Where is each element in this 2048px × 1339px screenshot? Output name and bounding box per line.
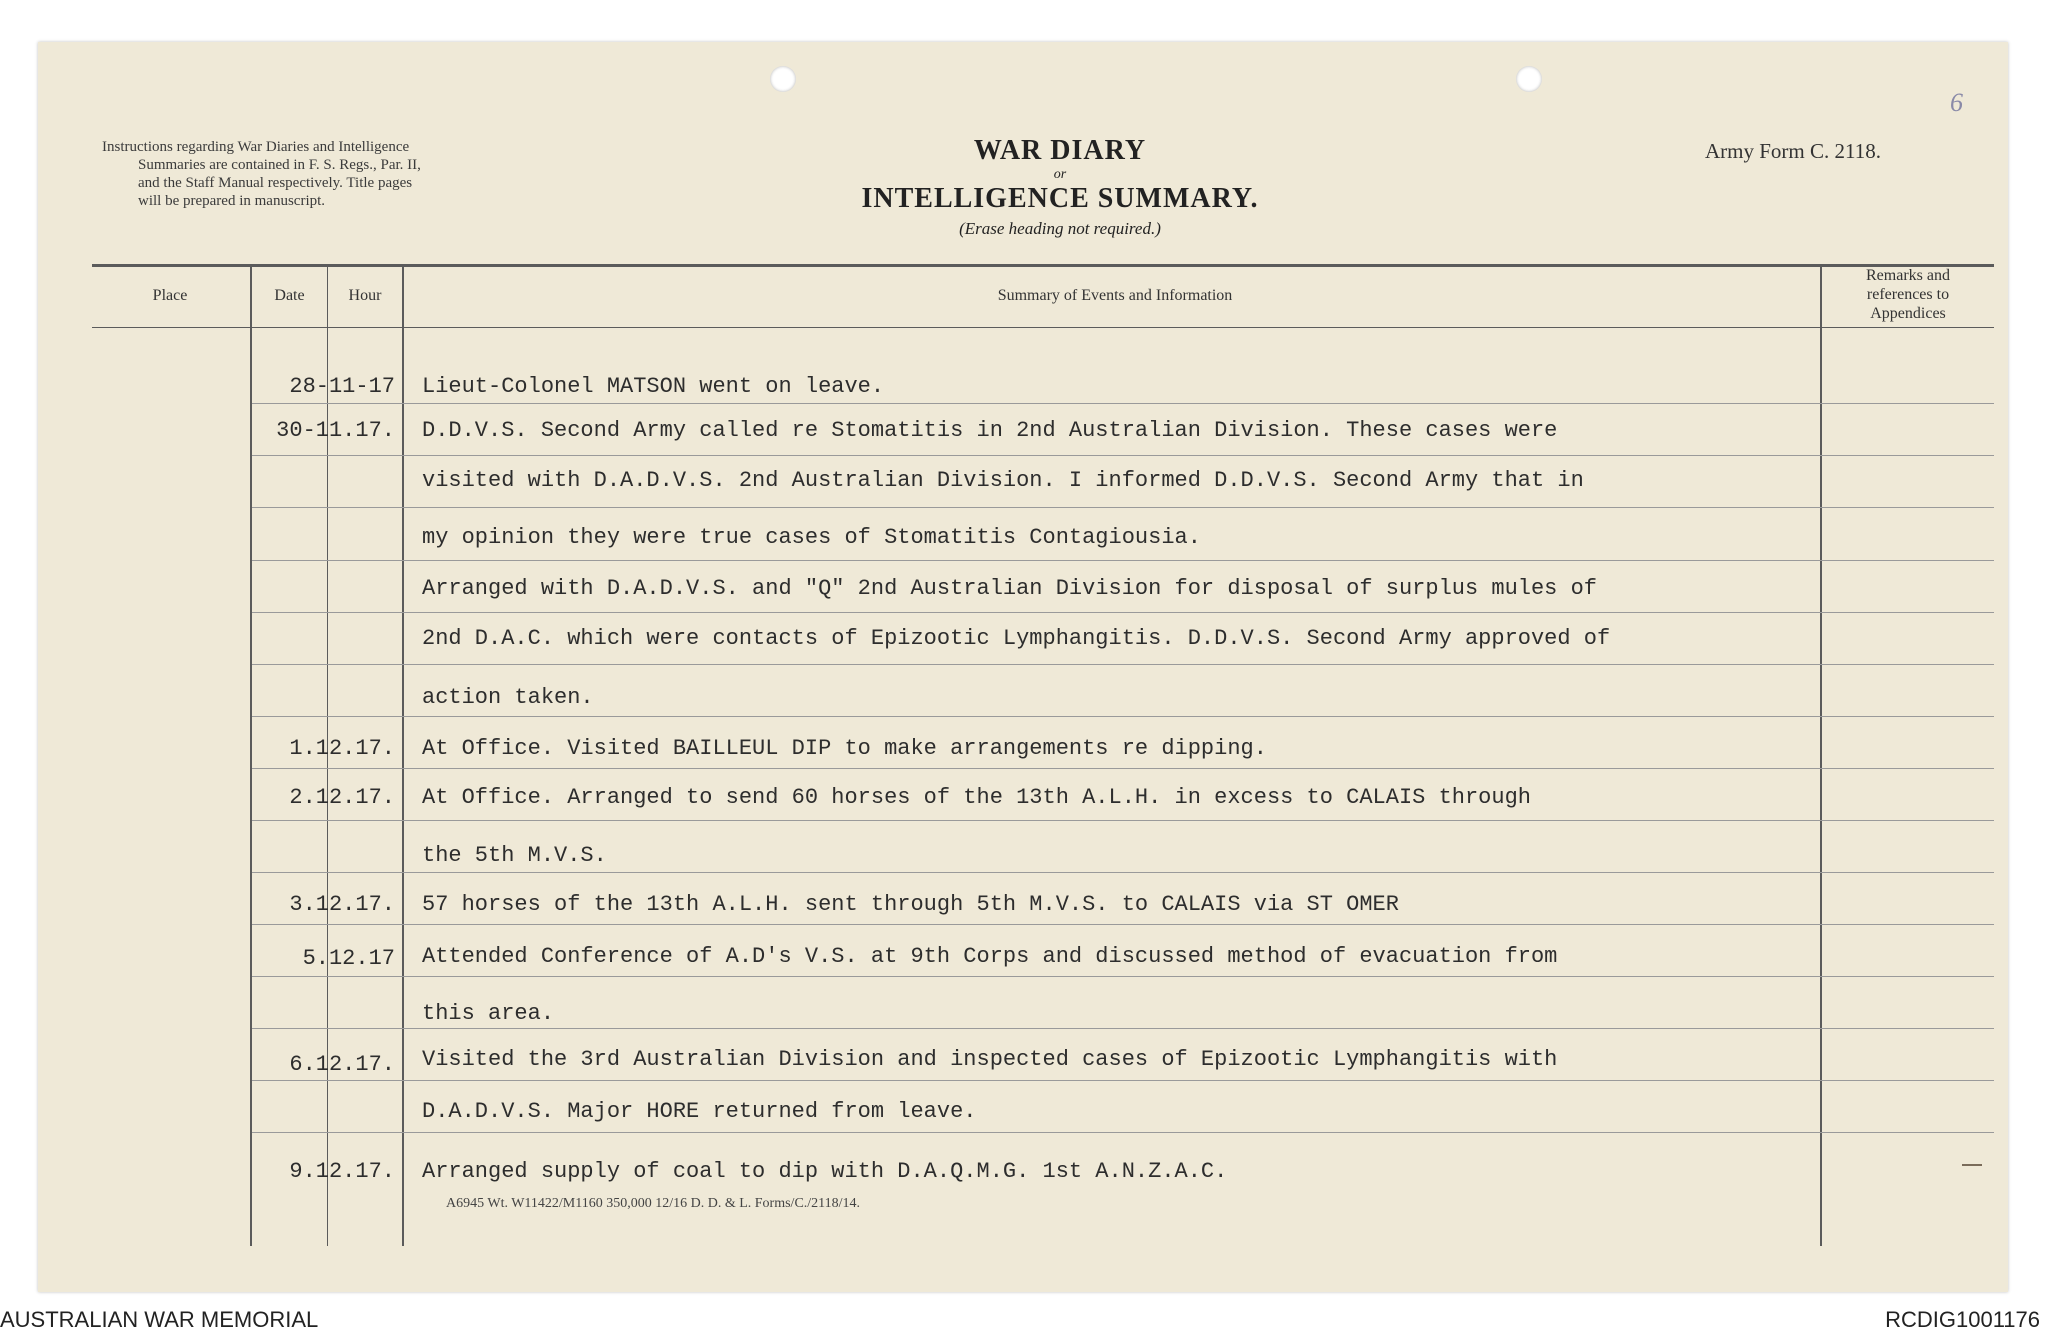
entry-text: action taken. [422, 685, 594, 710]
instructions-line: and the Staff Manual respectively. Title pages [138, 175, 413, 191]
row-rule [252, 455, 1994, 456]
instructions-line: Instructions regarding War Diaries and Intelligence [102, 139, 410, 155]
column-divider [250, 266, 252, 1246]
entry-date: 3.12.17. [289, 892, 395, 917]
entry-date: 1.12.17. [289, 736, 395, 761]
title-note: (Erase heading not required.) [959, 219, 1161, 238]
header-hour: Hour [348, 287, 382, 304]
entry-text: 2nd D.A.C. which were contacts of Epizootic Lymphangitis. D.D.V.S. Second Army approved of [422, 626, 1611, 651]
entry-date: 9.12.17. [289, 1159, 395, 1184]
title-intelligence-summary: INTELLIGENCE SUMMARY. [861, 183, 1259, 214]
instructions-line: will be prepared in manuscript. [138, 193, 326, 209]
row-rule [252, 507, 1994, 508]
row-rule [252, 1080, 1994, 1081]
header-date: Date [274, 287, 305, 304]
row-rule [252, 872, 1994, 873]
row-rule [252, 768, 1994, 769]
row-rule [252, 1132, 1994, 1133]
entry-text: Attended Conference of A.D's V.S. at 9th Corps and discussed method of evacuation from [422, 944, 1558, 969]
title-or: or [1053, 167, 1067, 182]
print-code: A6945 Wt. W11422/M1160 350,000 12/16 D. D. & L. Forms/C./2118/14. [446, 1196, 861, 1211]
entry-date: 6.12.17. [289, 1052, 395, 1077]
header-rule [92, 327, 1994, 328]
header-place: Place [152, 287, 188, 304]
column-divider [402, 266, 404, 1246]
entry-text: visited with D.A.D.V.S. 2nd Australian Division. I informed D.D.V.S. Second Army that in [422, 468, 1584, 493]
entry-text: D.A.D.V.S. Major HORE returned from leave. [422, 1099, 977, 1124]
entry-text: Lieut-Colonel MATSON went on leave. [422, 374, 885, 399]
header-remarks [1822, 266, 1994, 323]
entry-date: 28-11-17 [289, 374, 395, 399]
row-rule [252, 1028, 1994, 1029]
entry-date: 5.12.17 [302, 946, 395, 971]
row-rule [252, 612, 1994, 613]
header-remarks-line: references to [1866, 286, 1950, 303]
credit-record-id: RCDIG1001176 [1885, 1307, 2040, 1332]
entry-text: Arranged supply of coal to dip with D.A.Q.M.G. 1st A.N.Z.A.C. [422, 1159, 1228, 1184]
entry-date: 2.12.17. [289, 785, 395, 810]
entry-text: Visited the 3rd Australian Division and inspected cases of Epizootic Lymphangitis with [422, 1047, 1558, 1072]
entry-text: At Office. Arranged to send 60 horses of the 13th A.L.H. in excess to CALAIS through [422, 785, 1531, 810]
row-rule [252, 924, 1994, 925]
entry-text: my opinion they were true cases of Stomatitis Contagiousia. [422, 525, 1201, 550]
row-rule [252, 976, 1994, 977]
header-remarks-line: Appendices [1870, 305, 1946, 322]
instructions-note [102, 138, 582, 210]
entry-text: the 5th M.V.S. [422, 843, 607, 868]
row-rule [252, 820, 1994, 821]
form-title [760, 135, 1360, 239]
entry-date: 30-11.17. [276, 418, 395, 443]
entry-text: Arranged with D.A.D.V.S. and "Q" 2nd Australian Division for disposal of surplus mules of [422, 576, 1597, 601]
entry-text: 57 horses of the 13th A.L.H. sent through 5th M.V.S. to CALAIS via ST OMER [422, 892, 1399, 917]
table-top-rule [92, 264, 1994, 267]
punch-hole [770, 66, 796, 92]
row-rule [252, 716, 1994, 717]
title-war-diary: WAR DIARY [973, 135, 1147, 166]
row-rule [252, 560, 1994, 561]
entry-text: D.D.V.S. Second Army called re Stomatitis in 2nd Australian Division. These cases were [422, 418, 1558, 443]
page-number: 6 [1950, 88, 1963, 117]
row-rule [252, 664, 1994, 665]
entry-text: At Office. Visited BAILLEUL DIP to make arrangements re dipping. [422, 736, 1267, 761]
row-rule [252, 403, 1994, 404]
punch-hole [1516, 66, 1542, 92]
instructions-line: Summaries are contained in F. S. Regs., Par. II, [138, 157, 421, 173]
entry-text: this area. [422, 1001, 555, 1026]
column-divider [1820, 266, 1822, 1246]
pencil-mark [1962, 1164, 1982, 1166]
header-summary: Summary of Events and Information [997, 287, 1233, 304]
header-remarks-line: Remarks and [1866, 267, 1950, 284]
credit-institution: AUSTRALIAN WAR MEMORIAL [0, 1307, 319, 1332]
army-form-number: Army Form C. 2118. [1705, 139, 1881, 163]
